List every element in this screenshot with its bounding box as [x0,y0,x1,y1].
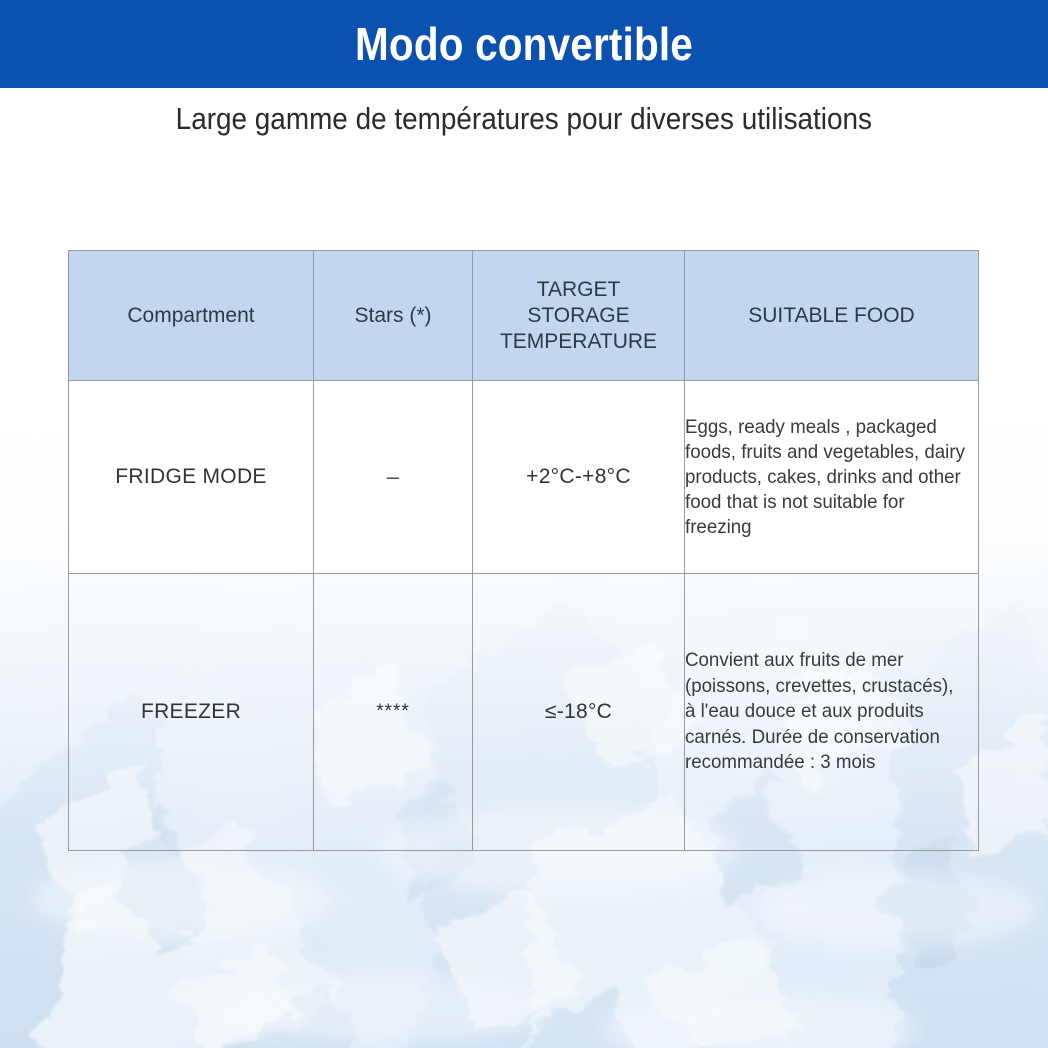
page-title: Modo convertible [355,18,693,70]
table-row [69,381,979,574]
cell-stars: – [314,381,473,574]
column-header-compartment-label: Compartment [127,303,255,327]
cell-temperature: ≤-18°C [473,574,685,851]
cell-compartment: FRIDGE MODE [69,381,314,574]
cell-food-text: Eggs, ready meals , packaged foods, fruits and vegetables, dairy products, cakes, drinks and other food that is not suitable for freezing [685,415,965,538]
page-subtitle-container [0,95,1048,143]
column-header-stars-label: Stars (*) [354,303,432,327]
cell-food-text: Convient aux fruits de mer (poissons, crevettes, crustacés), à l'eau douce et aux produits carnés. Durée de conservation recommandée : 3 mois [685,649,954,774]
column-header-compartment [69,251,314,381]
cell-stars: **** [314,574,473,851]
column-header-food-label: SUITABLE FOOD [748,303,915,327]
table-header [69,251,979,381]
column-header-temperature-line2: STORAGE [527,303,630,327]
table-row [69,574,979,851]
table-header-row [69,251,979,381]
column-header-temperature-line3: TEMPERATURE [499,329,658,353]
column-header-food [685,251,979,381]
compartment-spec-table [68,250,979,851]
cell-food [685,381,979,574]
column-header-temperature [473,251,685,381]
cell-temperature: +2°C-+8°C [473,381,685,574]
column-header-stars [314,251,473,381]
table-body [69,381,979,851]
column-header-temperature-line1: TARGET [536,277,621,301]
cell-compartment: FREEZER [69,574,314,851]
page-subtitle: Large gamme de températures pour diverses utilisations [175,101,873,136]
cell-food [685,574,979,851]
page-title-bar [0,0,1048,88]
